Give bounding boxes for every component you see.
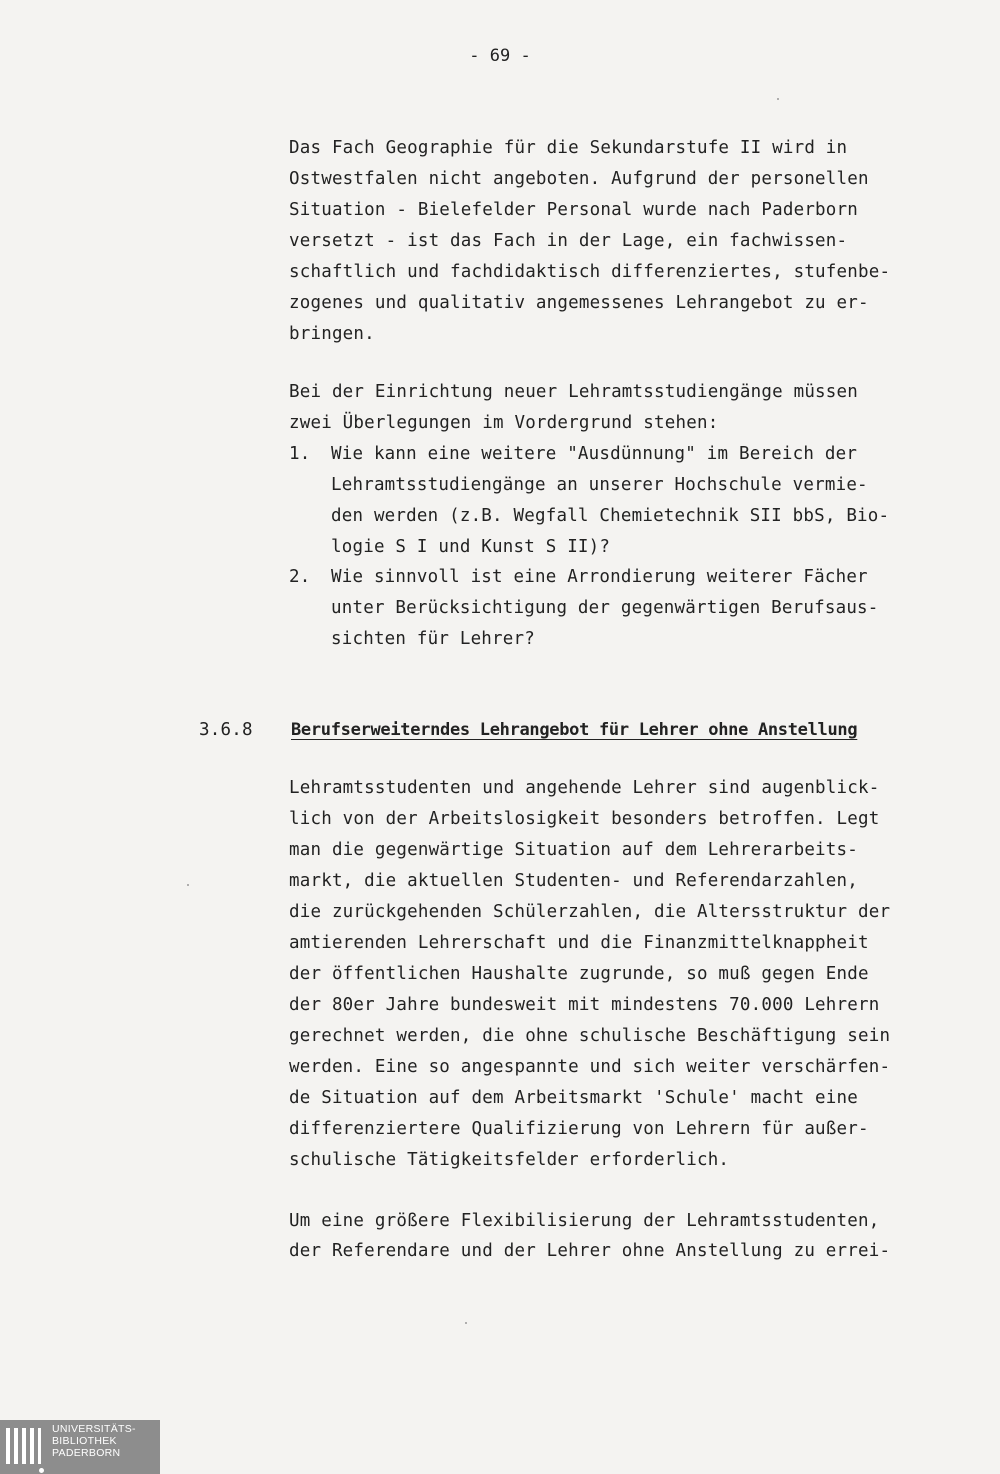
text-line: versetzt - ist das Fach in der Lage, ein fachwissen-: [289, 231, 848, 251]
text-line: schaftlich und fachdidaktisch differenziertes, stufenbe-: [289, 262, 891, 282]
list-item-line: unter Berücksichtigung der gegenwärtigen Berufsaus-: [331, 598, 879, 618]
list-item-line: den werden (z.B. Wegfall Chemietechnik SII bbS, Bio-: [331, 506, 890, 526]
text-line: Bei der Einrichtung neuer Lehramtsstudiengänge müssen: [289, 382, 859, 402]
text-line: zogenes und qualitativ angemessenes Lehrangebot zu er-: [289, 293, 869, 313]
text-line: lich von der Arbeitslosigkeit besonders betroffen. Legt: [289, 809, 880, 829]
text-line: amtierenden Lehrerschaft und die Finanzmittelknappheit: [289, 933, 869, 953]
list-item-line: logie S I und Kunst S II)?: [331, 537, 611, 557]
list-item-line: Wie kann eine weitere "Ausdünnung" im Bereich der: [331, 444, 858, 464]
logo-text: UNIVERSITÄTS- BIBLIOTHEK PADERBORN: [52, 1423, 136, 1459]
text-line: bringen.: [289, 324, 375, 344]
list-number: 1.: [289, 444, 311, 464]
section-number: 3.6.8: [199, 720, 253, 740]
text-line: markt, die aktuellen Studenten- und Referendarzahlen,: [289, 871, 859, 891]
text-line: Um eine größere Flexibilisierung der Lehramtsstudenten,: [289, 1211, 880, 1231]
text-line: der 80er Jahre bundesweit mit mindestens 70.000 Lehrern: [289, 995, 880, 1015]
scan-speck: [777, 98, 779, 100]
text-line: Das Fach Geographie für die Sekundarstufe II wird in: [289, 138, 848, 158]
text-line: werden. Eine so angespannte und sich weiter verschärfen-: [289, 1057, 891, 1077]
text-line: schulische Tätigkeitsfelder erforderlich.: [289, 1150, 730, 1170]
page-number: - 69 -: [469, 46, 531, 66]
text-line: Lehramtsstudenten und angehende Lehrer sind augenblick-: [289, 778, 880, 798]
scan-speck: [465, 1322, 467, 1324]
text-line: de Situation auf dem Arbeitsmarkt 'Schule' macht eine: [289, 1088, 859, 1108]
text-line: zwei Überlegungen im Vordergrund stehen:: [289, 413, 719, 433]
list-number: 2.: [289, 567, 311, 587]
scan-speck: [187, 884, 189, 886]
text-line: der öffentlichen Haushalte zugrunde, so muß gegen Ende: [289, 964, 869, 984]
section-title: Berufserweiterndes Lehrangebot für Lehrer ohne Anstellung: [291, 720, 858, 740]
text-line: man die gegenwärtige Situation auf dem Lehrerarbeits-: [289, 840, 859, 860]
list-item-line: sichten für Lehrer?: [331, 629, 535, 649]
text-line: gerechnet werden, die ohne schulische Beschäftigung sein: [289, 1026, 891, 1046]
list-item-line: Wie sinnvoll ist eine Arrondierung weiterer Fächer: [331, 567, 868, 587]
text-line: differenziertere Qualifizierung von Lehrern für außer-: [289, 1119, 869, 1139]
text-line: Ostwestfalen nicht angeboten. Aufgrund der personellen: [289, 169, 869, 189]
library-logo: [0, 1420, 160, 1474]
text-line: der Referendare und der Lehrer ohne Anstellung zu errei-: [289, 1241, 891, 1261]
text-line: Situation - Bielefelder Personal wurde nach Paderborn: [289, 200, 859, 220]
list-item-line: Lehramtsstudiengänge an unserer Hochschule vermie-: [331, 475, 868, 495]
text-line: die zurückgehenden Schülerzahlen, die Altersstruktur der: [289, 902, 891, 922]
